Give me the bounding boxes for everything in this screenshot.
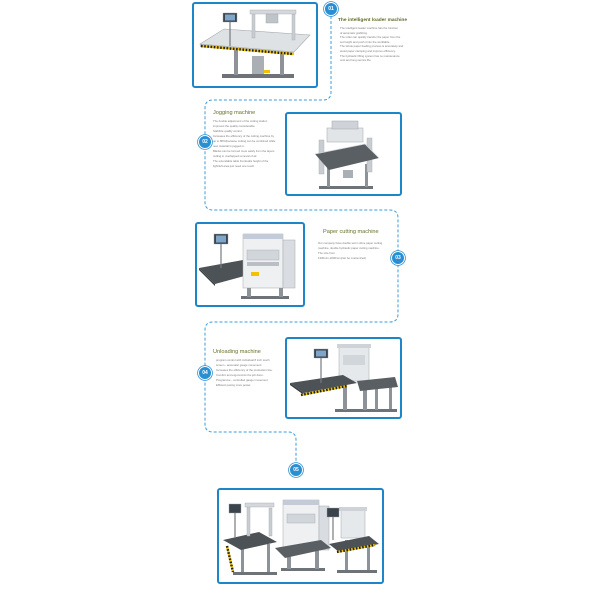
lift-leg xyxy=(375,389,378,410)
hydraulic-lift xyxy=(252,56,264,74)
front-clamp xyxy=(247,262,279,266)
body-top xyxy=(337,344,371,348)
machine-base xyxy=(233,572,277,575)
step-description xyxy=(213,119,275,169)
main-body xyxy=(341,510,365,538)
machine-leg xyxy=(247,288,251,297)
machine-leg xyxy=(234,48,238,75)
screen-display xyxy=(225,15,235,21)
gantry-post xyxy=(269,508,272,536)
yellow-detail xyxy=(264,70,270,73)
gantry-post xyxy=(292,14,295,40)
gantry-beam xyxy=(250,10,296,14)
step-title: Paper cutting machine xyxy=(323,229,379,235)
description-line: machine, double hydraulic paper cutting machine. xyxy=(318,246,380,250)
body-top xyxy=(339,507,367,511)
step-title: Jogging machine xyxy=(213,110,256,116)
description-line: The size from xyxy=(318,251,335,255)
knife-window xyxy=(247,250,279,260)
description-line: Increases the efficiency of the production line. xyxy=(216,368,273,372)
body-panel xyxy=(343,355,365,365)
description-line: Blanks can be formed more easily from the layers xyxy=(213,149,275,153)
unloading-machine xyxy=(290,344,398,412)
cutter-unit xyxy=(275,500,331,571)
step-2-text xyxy=(213,110,275,169)
jogging-machine-image xyxy=(287,114,400,194)
unloading-machine-image xyxy=(287,339,400,417)
screen-display xyxy=(316,351,326,357)
description-line: Programme - controlled gauge movement. xyxy=(216,378,269,382)
machine-base xyxy=(337,570,377,573)
step-description xyxy=(340,26,407,63)
step-3-text xyxy=(318,229,382,261)
hazard-stripe-marks xyxy=(227,546,233,572)
side-panel xyxy=(283,240,295,288)
machine-leg xyxy=(279,288,283,297)
description-line: improves the quality considerable. xyxy=(213,124,256,128)
description-line: The roller can quickly transfer the paper from the xyxy=(340,35,401,40)
loader-machine-image xyxy=(194,4,316,86)
loader-machine-frame xyxy=(192,2,318,88)
description-line: The extendable table frontrealis height of the xyxy=(213,159,269,163)
gantry-post xyxy=(247,506,250,536)
description-line: screen - automatic gauge movement xyxy=(216,363,262,367)
gantry-post xyxy=(252,12,255,38)
description-line: 1300mm-2200mm(can be customized) xyxy=(318,256,366,260)
main-body xyxy=(243,234,283,288)
top-trim xyxy=(243,234,283,239)
unloading-machine-frame xyxy=(285,337,402,419)
description-line: cutting in overlapped removal of air. xyxy=(213,154,258,158)
machine-leg xyxy=(267,544,270,572)
jogging-machine-frame xyxy=(285,112,402,196)
description-line: Our company have double worm drive paper cutting xyxy=(318,241,383,245)
description-line: new material is jogged in. xyxy=(213,144,245,148)
step-title: Unloading machine xyxy=(213,349,261,355)
description-line: Increases the efficiency of the cutting machine by xyxy=(213,134,275,138)
step-badge-03: 03 xyxy=(391,251,405,265)
loader-unit xyxy=(223,503,277,575)
control-screen xyxy=(327,508,339,517)
jogging-machine xyxy=(315,121,379,189)
description-line: The whole paper feeding process is accurately and xyxy=(340,44,404,49)
top-trim xyxy=(283,500,319,505)
description-line: set height and push it into the worktable. xyxy=(340,39,391,44)
description-line: avoid paper clamping and improve efficiency. xyxy=(340,48,396,53)
top-cover xyxy=(332,121,358,129)
description-line: light/left area just need one touch. xyxy=(213,164,255,168)
step-4-text xyxy=(213,349,273,388)
knife-window xyxy=(287,514,315,523)
step-badge-01: 01 xyxy=(324,2,338,16)
unloader-unit xyxy=(327,507,379,573)
production-line-frame xyxy=(217,488,384,584)
step-badge-04: 04 xyxy=(198,366,212,380)
step-title: The intelligent loader machine xyxy=(338,18,408,23)
description-line: The intelligent loader machine has the function xyxy=(340,26,398,30)
step-description xyxy=(318,241,382,261)
description-line: Efficient paving more power. xyxy=(216,383,252,387)
step-badge-05: 05 xyxy=(289,463,303,477)
description-line: cost and long service life. xyxy=(340,58,372,63)
gantry-beam xyxy=(245,503,274,507)
air-blower xyxy=(343,170,353,178)
description-line: of automatic grabbing. xyxy=(340,30,368,35)
production-line-image xyxy=(219,490,382,582)
loader-machine xyxy=(200,10,310,78)
paper-cutting-machine xyxy=(199,234,295,299)
step-1-text xyxy=(338,17,407,63)
description-line: Comfort and ergonomics the job done. xyxy=(216,373,264,377)
screen-display xyxy=(216,236,226,243)
paper-cutting-machine-frame xyxy=(195,222,305,307)
paper-cutting-machine-image xyxy=(197,224,303,305)
description-line: program control with individual 8 inch touch xyxy=(216,358,270,362)
lift-leg xyxy=(389,387,392,409)
step-badge-02: 02 xyxy=(198,135,212,149)
gripper-head xyxy=(266,14,278,23)
description-line: up to 80%(because cutting can be combined while xyxy=(213,139,276,143)
description-line: The double adjustment of the cutting station xyxy=(213,119,268,123)
top-housing xyxy=(327,128,363,142)
description-line: The hydraulic lifting system has no maintenance xyxy=(340,53,400,58)
machine-leg xyxy=(241,548,244,574)
yellow-detail xyxy=(251,272,259,276)
step-description xyxy=(216,358,273,388)
control-screen xyxy=(229,504,241,513)
description-line: Stabilize quality control. xyxy=(213,129,243,133)
